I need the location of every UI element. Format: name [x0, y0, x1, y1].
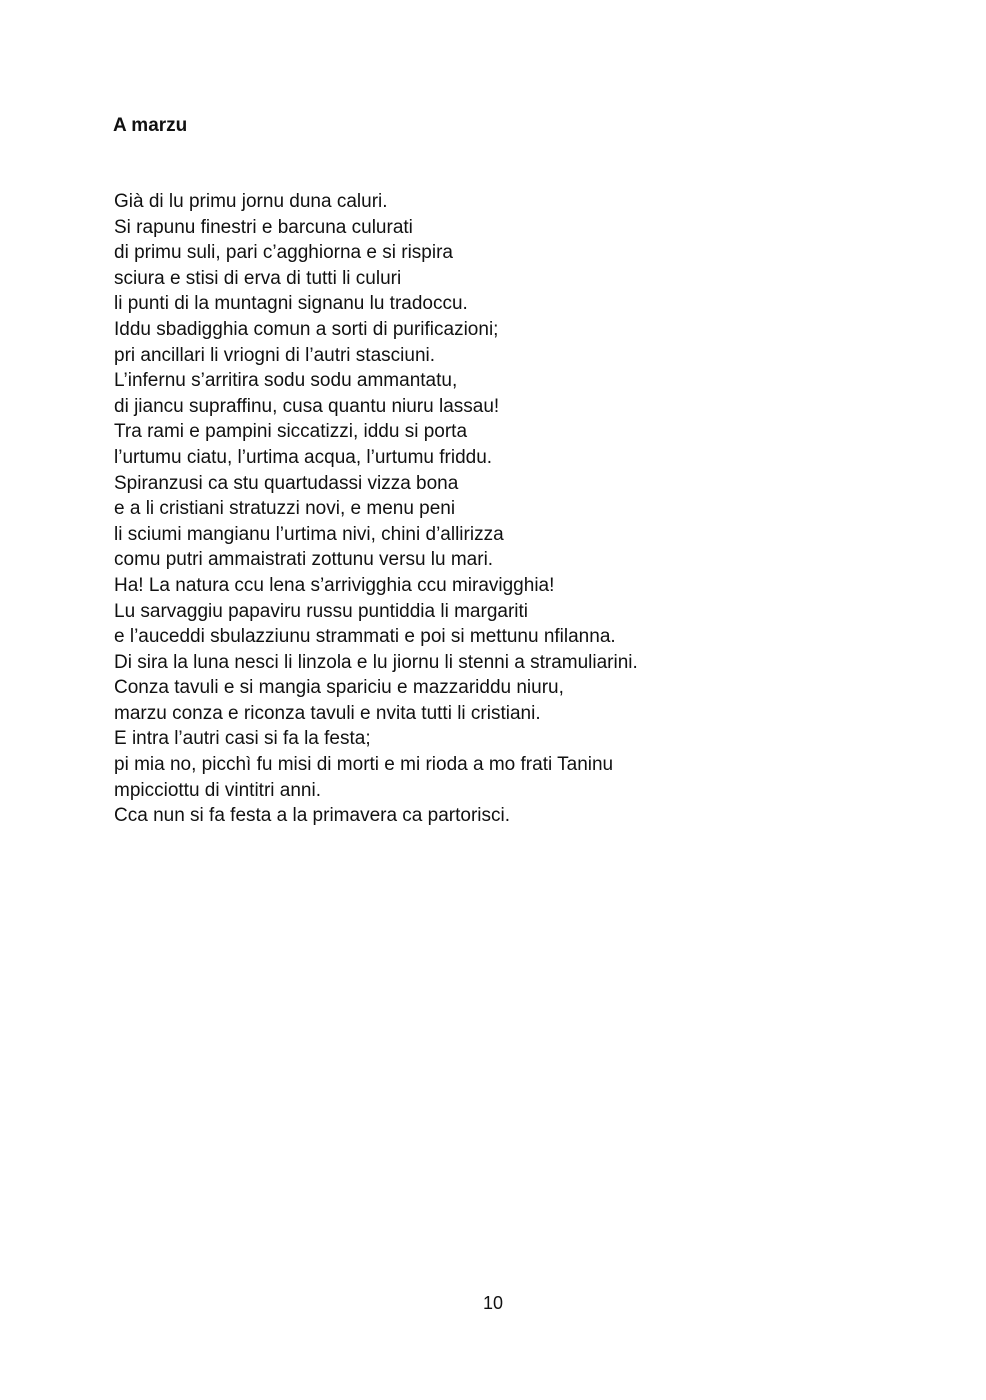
poem-line: Si rapunu finestri e barcuna culurati	[114, 216, 413, 238]
poem-line: di primu suli, pari c’agghiorna e si rispira	[114, 242, 453, 264]
poem-line: E intra l’autri casi si fa la festa;	[114, 728, 371, 750]
poem-line: marzu conza e riconza tavuli e nvita tutti li cristiani.	[114, 702, 541, 724]
poem-line: Iddu sbadigghia comun a sorti di purificazioni;	[114, 318, 499, 340]
poem-line: l’urtumu ciatu, l’urtima acqua, l’urtumu friddu.	[114, 446, 493, 468]
page-number: 10	[482, 1293, 504, 1313]
poem-line: Tra rami e pampini siccatizzi, iddu si porta	[114, 421, 468, 443]
poem-body	[114, 189, 934, 829]
poem-line: Già di lu primu jornu duna caluri.	[114, 191, 388, 212]
poem-line: comu putri ammaistrati zottunu versu lu mari.	[114, 549, 494, 571]
poem-line: sciura e stisi di erva di tutti li culuri	[114, 267, 402, 289]
poem-title: A marzu	[113, 115, 188, 136]
poem-line: mpicciottu di vintitri anni.	[114, 779, 321, 801]
poem-line: pi mia no, picchì fu misi di morti e mi rioda a mo frati Taninu	[114, 754, 614, 776]
poem-line: Cca nun si fa festa a la primavera ca partorisci.	[114, 805, 511, 827]
poem-line: e a li cristiani stratuzzi novi, e menu peni	[114, 498, 456, 520]
poem-line: L’infernu s’arritira sodu sodu ammantatu,	[114, 370, 458, 392]
poem-line: di jiancu supraffinu, cusa quantu niuru lassau!	[114, 395, 500, 417]
poem-line: Spiranzusi ca stu quartudassi vizza bona	[114, 472, 459, 494]
poem-line: e l’auceddi sbulazziunu strammati e poi si mettunu nfilanna.	[114, 626, 616, 648]
poem-line: Lu sarvaggiu papaviru russu puntiddia li margariti	[114, 600, 529, 622]
poem-line: Ha! La natura ccu lena s’arrivigghia ccu miravigghia!	[114, 574, 555, 596]
poem-line: Conza tavuli e si mangia spariciu e mazzariddu niuru,	[114, 677, 564, 699]
poem-line: li punti di la muntagni signanu lu tradoccu.	[114, 293, 468, 315]
poem-line: pri ancillari li vriogni di l’autri stasciuni.	[114, 344, 436, 366]
poem-line: Di sira la luna nesci li linzola e lu jiornu li stenni a stramuliarini.	[114, 651, 638, 673]
poem-line: li sciumi mangianu l’urtima nivi, chini d’allirizza	[114, 523, 504, 545]
